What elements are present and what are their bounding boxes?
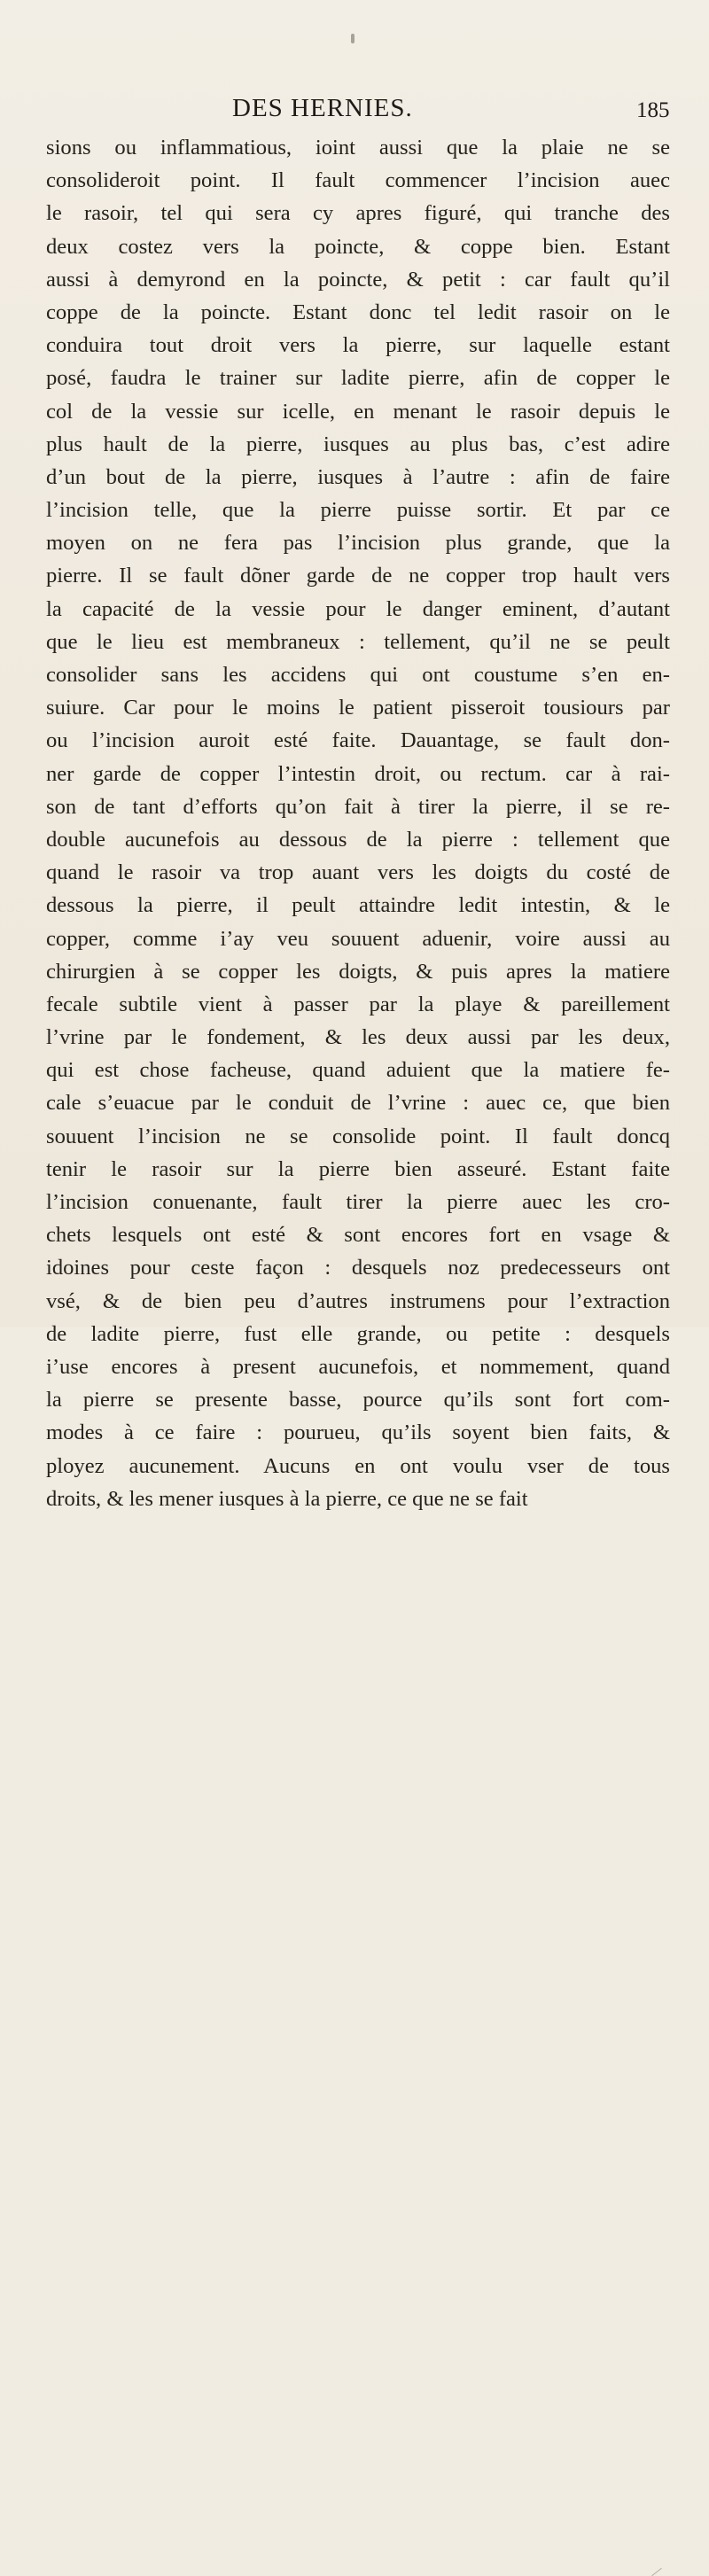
text-line: la capacité de la vessie pour le danger eminent, d’autant (46, 596, 670, 621)
ink-mark (351, 34, 354, 43)
text-line: pierre. Il se fault dõner garde de ne copper trop hault vers (46, 564, 670, 588)
running-title: DES HERNIES. (232, 94, 413, 122)
text-line: coppe de la poincte. Estant donc tel ledit rasoir on le (46, 300, 670, 324)
text-line: double aucunefois au dessous de la pierre : tellement que (46, 827, 670, 852)
text-line: deux costez vers la poincte, & coppe bien. Estant (46, 234, 670, 259)
text-line: col de la vessie sur icelle, en menant le rasoir depuis le (46, 399, 670, 424)
text-line: souuent l’incision ne se consolide point. Il fault doncq (46, 1124, 670, 1148)
text-line: idoines pour ceste façon : desquels noz predecesseurs ont (46, 1256, 670, 1280)
text-line: la pierre se presente basse, pource qu’ils sont fort com- (46, 1388, 670, 1413)
text-line: chets lesquels ont esté & sont encores fort en vsage & (46, 1223, 670, 1248)
text-line: l’incision telle, que la pierre puisse sortir. Et par ce (46, 498, 670, 523)
text-line: son de tant d’efforts qu’on fait à tirer la pierre, il se re- (46, 794, 670, 819)
text-line: i’use encores à present aucunefois, et nommement, quand (46, 1354, 670, 1379)
text-line: droits, & les mener iusques à la pierre, ce que ne se fait (46, 1486, 528, 1511)
page-number: 185 (636, 98, 670, 122)
text-line: posé, faudra le trainer sur ladite pierre, afin de copper le (46, 366, 670, 391)
text-line: chirurgien à se copper les doigts, & puis apres la matiere (46, 959, 670, 984)
text-line: modes à ce faire : pourueu, qu’ils soyent bien faits, & (46, 1420, 670, 1445)
text-line: de ladite pierre, fust elle grande, ou petite : desquels (46, 1321, 670, 1346)
text-line: ou l’incision auroit esté faite. Dauantage, se fault don- (46, 728, 670, 753)
text-line: dessous la pierre, il peult attaindre ledit intestin, & le (46, 893, 670, 918)
text-line: tenir le rasoir sur la pierre bien asseuré. Estant faite (46, 1156, 670, 1181)
text-line: suiure. Car pour le moins le patient pisseroit tousiours par (46, 696, 670, 720)
text-line: l’incision conuenante, fault tirer la pierre auec les cro- (46, 1190, 670, 1214)
text-line: l’vrine par le fondement, & les deux aussi par les deux, (46, 1025, 670, 1050)
stray-mark (651, 2568, 662, 2576)
text-line: consolideroit point. Il fault commencer l’incision auec (46, 168, 670, 193)
text-line: moyen on ne fera pas l’incision plus grande, que la (46, 531, 670, 556)
text-line: ner garde de copper l’intestin droit, ou rectum. car à rai- (46, 761, 670, 786)
page-header (0, 94, 709, 129)
text-line: que le lieu est membraneux : tellement, qu’il ne se peult (46, 629, 670, 654)
text-line: consolider sans les accidens qui ont coustume s’en en- (46, 663, 670, 687)
text-line: aussi à demyrond en la poincte, & petit : car fault qu’il (46, 267, 670, 292)
text-line: d’un bout de la pierre, iusques à l’autre : afin de faire (46, 464, 670, 489)
text-line: le rasoir, tel qui sera cy apres figuré, qui tranche des (46, 201, 670, 226)
page-footer (0, 1285, 709, 1286)
body-text (46, 131, 670, 1515)
text-line: ployez aucunement. Aucuns en ont voulu vser de tous (46, 1453, 670, 1478)
text-line: fecale subtile vient à passer par la playe & pareillement (46, 992, 670, 1016)
text-line: sions ou inflammatious, ioint aussi que la plaie ne se (46, 136, 670, 160)
text-line: quand le rasoir va trop auant vers les doigts du costé de (46, 860, 670, 885)
text-line: cale s’euacue par le conduit de l’vrine : auec ce, que bien (46, 1091, 670, 1116)
text-line: copper, comme i’ay veu souuent aduenir, voire aussi au (46, 926, 670, 951)
text-line: plus hault de la pierre, iusques au plus bas, c’est adire (46, 432, 670, 456)
text-line: vsé, & de bien peu d’autres instrumens pour l’extraction (46, 1288, 670, 1313)
text-line: conduira tout droit vers la pierre, sur laquelle estant (46, 333, 670, 358)
text-line: qui est chose facheuse, quand aduient que la matiere fe- (46, 1058, 670, 1083)
